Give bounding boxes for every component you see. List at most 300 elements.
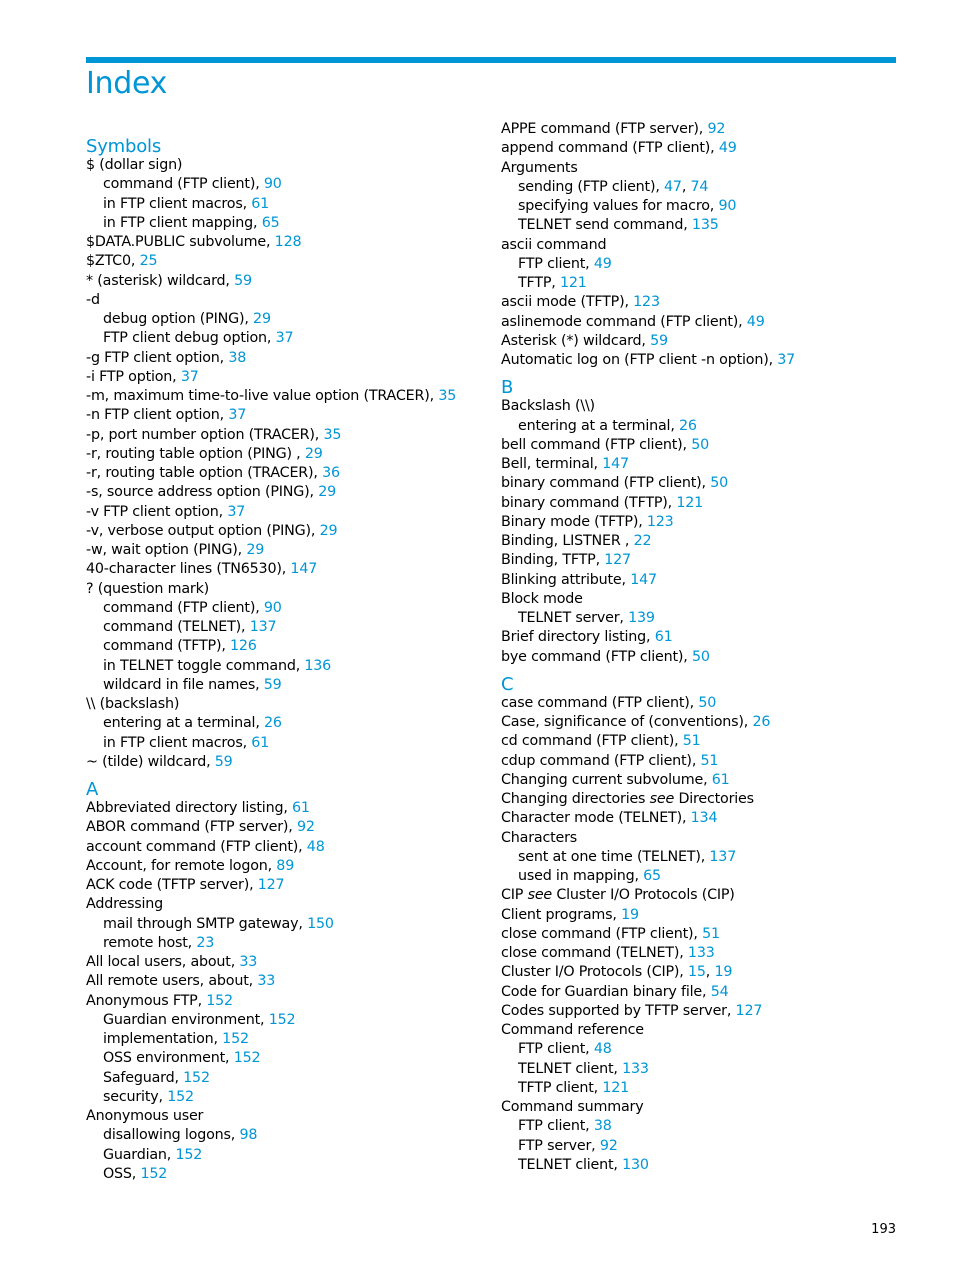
page-link[interactable]: 48 <box>306 838 325 855</box>
page-link[interactable]: 147 <box>630 571 657 588</box>
entry-label: OSS environment, <box>103 1050 234 1067</box>
entry-label: CIP <box>501 887 528 904</box>
entry-label: Abbreviated directory listing, <box>86 800 293 816</box>
index-entry <box>501 752 901 771</box>
index-subentry <box>86 618 486 637</box>
index-entry <box>501 983 901 1002</box>
entry-label: -i FTP option, <box>86 368 181 385</box>
entry-label: Code for Guardian binary file, <box>501 983 711 1000</box>
index-entry <box>501 906 901 925</box>
entry-label: binary command (FTP client), <box>501 475 711 492</box>
page-link[interactable]: 147 <box>290 561 318 578</box>
entry-label: * (asterisk) wildcard, <box>86 272 235 289</box>
entry-label: TELNET server, <box>518 610 629 626</box>
page-link[interactable]: 134 <box>690 810 718 827</box>
index-entry <box>501 732 901 751</box>
entry-label: cd command (FTP client), <box>501 733 683 750</box>
index-entry <box>86 252 486 271</box>
index-entry <box>86 876 486 895</box>
page-link[interactable]: 51 <box>702 925 720 942</box>
index-entry <box>86 799 486 818</box>
page-link[interactable]: 152 <box>175 1146 203 1163</box>
index-subentry <box>86 676 486 695</box>
page-link[interactable]: 137 <box>709 848 737 865</box>
index-entry <box>501 771 901 790</box>
header-rule <box>86 57 896 63</box>
index-subentry <box>501 1040 901 1059</box>
page-link[interactable]: 74 <box>690 178 709 195</box>
index-subentry <box>86 1146 486 1165</box>
entry-label: ascii mode (TFTP), <box>501 294 634 311</box>
index-subentry <box>86 934 486 953</box>
index-entry <box>86 406 486 425</box>
index-subentry <box>501 1137 901 1156</box>
index-subentry <box>86 657 486 676</box>
entry-label: bye command (FTP client), <box>501 648 692 665</box>
index-subentry <box>501 609 901 628</box>
index-entry <box>501 648 901 667</box>
index-entry <box>501 436 901 455</box>
entry-label: Changing directories <box>501 791 650 807</box>
entry-label: ~ (tilde) wildcard, <box>86 753 215 770</box>
entry-label: binary command (TFTP), <box>501 494 677 511</box>
page-link[interactable]: 37 <box>275 330 294 347</box>
entry-label: APPE command (FTP server), <box>501 121 708 137</box>
entry-label: ascii command <box>501 236 607 253</box>
index-subentry <box>86 734 486 753</box>
page-link[interactable]: 49 <box>718 140 737 157</box>
page-link[interactable]: 22 <box>633 533 652 549</box>
entry-label: -r, routing table option (PING) , <box>86 445 305 462</box>
index-column-left <box>86 136 486 1184</box>
index-entry <box>86 272 486 291</box>
entry-label: disallowing logons, <box>103 1127 240 1144</box>
entry-label: entering at a terminal, <box>518 417 680 434</box>
page-link[interactable]: 26 <box>679 417 697 434</box>
index-entry <box>86 464 486 483</box>
page-link[interactable]: 47 <box>664 178 682 195</box>
entry-label: Cluster I/O Protocols (CIP), <box>501 964 688 981</box>
index-entry <box>86 522 486 541</box>
entry-label: account command (FTP client), <box>86 838 307 855</box>
entry-label: TFTP, <box>518 275 560 291</box>
page-link[interactable]: 38 <box>228 349 247 366</box>
entry-label: Safeguard, <box>103 1069 184 1086</box>
page-link[interactable]: 37 <box>777 352 796 368</box>
entry-label: FTP client debug option, <box>103 330 276 347</box>
entry-label: entering at a terminal, <box>103 715 265 732</box>
entry-label: OSS, <box>103 1165 141 1182</box>
index-entry <box>86 541 486 560</box>
index-subentry <box>86 310 486 329</box>
page-link[interactable]: 61 <box>654 629 673 646</box>
page-link[interactable]: 127 <box>257 877 285 893</box>
page-link[interactable]: 59 <box>214 753 233 770</box>
index-entry <box>86 560 486 579</box>
entry-label: Bell, terminal, <box>501 456 603 472</box>
index-subentry <box>86 214 486 233</box>
entry-label: Brief directory listing, <box>501 629 655 646</box>
entry-label: -v, verbose output option (PING), <box>86 522 320 539</box>
index-entry <box>86 695 486 714</box>
entry-label: All remote users, about, <box>86 973 258 990</box>
index-entry <box>501 351 901 370</box>
page-link[interactable]: 29 <box>253 311 271 327</box>
page-link[interactable]: 152 <box>140 1165 168 1182</box>
index-subentry <box>501 255 901 274</box>
index-entry <box>86 426 486 445</box>
entry-label: Character mode (TELNET), <box>501 810 691 827</box>
entry-label: Addressing <box>86 896 164 913</box>
entry-label: All local users, about, <box>86 954 240 970</box>
index-entry <box>86 368 486 387</box>
page-link[interactable]: 123 <box>633 294 660 311</box>
index-subentry <box>501 274 901 293</box>
page-link[interactable]: 133 <box>622 1060 649 1077</box>
page-link[interactable]: 128 <box>274 234 302 250</box>
index-subentry <box>86 1030 486 1049</box>
page-link[interactable]: 29 <box>304 445 323 462</box>
page-link[interactable]: 152 <box>222 1031 249 1047</box>
index-subentry <box>501 197 901 216</box>
page-link[interactable]: 29 <box>246 542 265 558</box>
entry-label: command (TELNET), <box>103 619 250 635</box>
index-entry <box>86 1107 486 1126</box>
page-title: Index <box>86 66 168 101</box>
entry-label: FTP client, <box>518 1118 594 1135</box>
index-subentry: sending (FTP client), 47, 74 <box>518 178 709 195</box>
entry-label: Backslash (\\) <box>501 398 595 415</box>
entry-label: TELNET send command, <box>518 217 692 234</box>
index-subentry <box>501 216 901 235</box>
index-subentry <box>86 714 486 733</box>
entry-label: ACK code (TFTP server), <box>86 877 258 893</box>
entry-label: remote host, <box>103 934 197 951</box>
entry-label: Block mode <box>501 590 583 607</box>
page-link[interactable]: 37 <box>180 368 199 385</box>
index-entry <box>86 992 486 1011</box>
page-link[interactable]: 147 <box>602 456 629 472</box>
index-entry <box>501 628 901 647</box>
page-link[interactable]: 150 <box>307 915 334 932</box>
page-link[interactable]: 33 <box>257 973 276 990</box>
page-link[interactable]: 61 <box>251 734 270 751</box>
page-link[interactable]: 38 <box>593 1118 612 1135</box>
page-link[interactable]: 35 <box>438 388 457 404</box>
entry-label: -d <box>86 291 100 308</box>
page-link[interactable]: 152 <box>268 1011 296 1028</box>
page-link[interactable]: 37 <box>227 503 246 520</box>
index-letter-heading: Symbols <box>86 136 162 157</box>
page-link[interactable]: 37 <box>228 407 247 424</box>
index-entry <box>86 972 486 991</box>
page-link[interactable]: 152 <box>206 992 233 1009</box>
index-entry <box>501 694 901 713</box>
page-link[interactable]: 137 <box>249 619 277 635</box>
entry-label: sending (FTP client), <box>518 178 665 195</box>
index-subentry <box>86 599 486 618</box>
entry-label: Binding, TFTP, <box>501 552 605 569</box>
page-link[interactable]: 54 <box>710 983 729 1000</box>
entry-label: Codes supported by TFTP server, <box>501 1002 736 1019</box>
entry-label: -m, maximum time-to-live value option (TRACER), <box>86 388 439 404</box>
page-link[interactable]: 26 <box>752 714 771 730</box>
index-entry <box>501 139 901 158</box>
index-entry <box>86 483 486 502</box>
page-link[interactable]: 25 <box>139 253 158 270</box>
page-link[interactable]: 92 <box>707 121 726 137</box>
page-link[interactable]: 61 <box>251 195 270 212</box>
entry-label: Blinking attribute, <box>501 571 631 588</box>
index-entry <box>501 1002 901 1021</box>
page-link[interactable]: 152 <box>183 1069 210 1086</box>
page-link[interactable]: 152 <box>233 1050 261 1067</box>
index-entry <box>86 753 486 772</box>
index-entry <box>86 156 486 175</box>
entry-label: Characters <box>501 829 578 846</box>
page-link[interactable]: 49 <box>746 313 765 330</box>
page-link[interactable]: 90 <box>718 198 737 214</box>
entry-label: close command (FTP client), <box>501 925 703 942</box>
entry-label: -w, wait option (PING), <box>86 542 247 558</box>
page-link[interactable]: 48 <box>593 1041 612 1058</box>
entry-label: command (FTP client), <box>103 176 264 193</box>
index-subentry <box>501 867 901 886</box>
entry-label: -g FTP client option, <box>86 349 229 366</box>
index-subentry <box>501 848 901 867</box>
entry-label: TELNET client, <box>518 1156 623 1173</box>
index-entry <box>86 445 486 464</box>
see-reference: see <box>527 887 553 904</box>
index-entry <box>86 387 486 406</box>
entry-label: security, <box>103 1088 168 1105</box>
index-letter-heading: C <box>501 673 514 695</box>
index-entry <box>501 397 901 416</box>
page-link[interactable]: 90 <box>263 176 282 193</box>
page-link[interactable]: 33 <box>239 954 258 970</box>
page-link[interactable]: 65 <box>643 868 661 884</box>
entry-label: debug option (PING), <box>103 311 254 327</box>
entry-label: $ZTC0, <box>86 253 140 270</box>
entry-label: Asterisk (*) wildcard, <box>501 332 651 349</box>
index-subentry <box>86 915 486 934</box>
entry-label: Guardian environment, <box>103 1011 269 1028</box>
entry-label: Changing current subvolume, <box>501 771 712 788</box>
index-subentry <box>86 329 486 348</box>
page-link[interactable]: 121 <box>559 275 587 291</box>
entry-label: -r, routing table option (TRACER), <box>86 465 323 481</box>
index-letter-heading: B <box>501 377 514 399</box>
index-entry <box>501 1098 901 1117</box>
entry-label: ABOR command (FTP server), <box>86 819 297 836</box>
page-link[interactable]: 127 <box>604 552 631 569</box>
page-link[interactable]: 29 <box>319 522 338 539</box>
index-entry <box>501 713 901 732</box>
entry-label: \\ (backslash) <box>86 696 180 712</box>
entry-label: Anonymous user <box>86 1108 204 1124</box>
index-entry <box>86 953 486 972</box>
entry-label: Case, significance of (conventions), <box>501 714 753 730</box>
entry-label: -s, source address option (PING), <box>86 484 319 501</box>
entry-label: FTP client, <box>518 1041 594 1058</box>
index-entry <box>86 838 486 857</box>
page-link[interactable]: 59 <box>234 272 252 289</box>
page-link[interactable]: 127 <box>735 1002 763 1019</box>
page-link[interactable]: 130 <box>622 1156 649 1173</box>
entry-label: Automatic log on (FTP client -n option), <box>501 352 778 368</box>
entry-label: cdup command (FTP client), <box>501 752 701 769</box>
index-entry <box>86 818 486 837</box>
page-link[interactable]: 136 <box>304 657 332 674</box>
entry-label: Account, for remote logon, <box>86 857 277 874</box>
entry-label: -n FTP client option, <box>86 407 229 424</box>
page-link[interactable]: 23 <box>196 934 215 951</box>
index-subentry <box>86 1049 486 1068</box>
entry-label: 40-character lines (TN6530), <box>86 561 291 578</box>
index-entry <box>501 925 901 944</box>
entry-label: in FTP client macros, <box>103 734 252 751</box>
entry-label: Binding, LISTNER , <box>501 533 634 549</box>
page-link[interactable]: 19 <box>714 964 733 981</box>
index-entry: Cluster I/O Protocols (CIP), 15, 19 <box>501 964 733 981</box>
index-entry <box>501 120 901 139</box>
page-link[interactable]: 92 <box>296 819 315 836</box>
index-entry <box>86 349 486 368</box>
page-link[interactable]: 89 <box>276 857 295 874</box>
index-letter-heading: A <box>86 779 99 800</box>
index-subentry <box>501 1117 901 1136</box>
page-link[interactable]: 152 <box>167 1088 194 1105</box>
entry-label: case command (FTP client), <box>501 694 699 711</box>
page-link[interactable]: 59 <box>263 676 282 693</box>
entry-label: -v FTP client option, <box>86 503 228 520</box>
page-link[interactable]: 61 <box>711 771 730 788</box>
see-target: Cluster I/O Protocols (CIP) <box>552 887 735 904</box>
entry-label: wildcard in file names, <box>103 676 264 693</box>
entry-label: Command summary <box>501 1099 644 1115</box>
index-entry <box>501 494 901 513</box>
index-subentry <box>501 1156 901 1175</box>
page-link[interactable]: 139 <box>628 610 655 626</box>
page-link[interactable]: 50 <box>698 694 717 711</box>
index-subentry <box>86 1011 486 1030</box>
index-entry <box>501 236 901 255</box>
entry-label: in TELNET toggle command, <box>103 657 305 674</box>
index-entry <box>501 332 901 351</box>
page-link[interactable]: 135 <box>691 217 719 234</box>
page-link[interactable]: 65 <box>261 214 280 231</box>
index-subentry <box>86 637 486 656</box>
page-link[interactable]: 51 <box>682 733 701 750</box>
page-link[interactable]: 26 <box>264 715 282 732</box>
page-number: 193 <box>871 1222 896 1237</box>
entry-label: $DATA.PUBLIC subvolume, <box>86 234 275 250</box>
index-entry <box>501 590 901 609</box>
index-subentry <box>86 1088 486 1107</box>
index-entry <box>501 455 901 474</box>
page-link[interactable]: 50 <box>691 648 710 665</box>
index-entry <box>501 551 901 570</box>
entry-label: Arguments <box>501 159 578 176</box>
index-subentry <box>501 1060 901 1079</box>
page-link[interactable]: 59 <box>650 332 668 349</box>
page-link[interactable]: 35 <box>323 426 342 443</box>
page-link[interactable]: 121 <box>602 1079 630 1096</box>
entry-label: Guardian, <box>103 1146 176 1163</box>
entry-label: TELNET client, <box>518 1060 623 1077</box>
index-subentry <box>86 1165 486 1184</box>
page-link[interactable]: 126 <box>230 638 257 655</box>
page-link[interactable]: 19 <box>621 906 639 923</box>
index-entry <box>501 532 901 551</box>
entry-label: command (FTP client), <box>103 599 264 616</box>
entry-label: in FTP client mapping, <box>103 214 262 231</box>
index-entry <box>86 895 486 914</box>
index-entry <box>501 159 901 178</box>
entry-label: aslinemode command (FTP client), <box>501 313 747 330</box>
index-subentry <box>86 175 486 194</box>
page-link[interactable]: 133 <box>687 945 715 961</box>
entry-label: command (TFTP), <box>103 638 231 655</box>
index-entry <box>86 503 486 522</box>
entry-label: close command (TELNET), <box>501 945 688 961</box>
entry-label: specifying values for macro, <box>518 198 719 214</box>
index-subentry <box>501 1079 901 1098</box>
page-link[interactable]: 92 <box>599 1137 618 1154</box>
index-entry <box>501 474 901 493</box>
page-link[interactable]: 121 <box>676 494 704 511</box>
entry-label: mail through SMTP gateway, <box>103 915 308 932</box>
page-link[interactable]: 90 <box>263 599 282 616</box>
index-entry <box>501 886 901 905</box>
entry-label: bell command (FTP client), <box>501 436 692 453</box>
page-link[interactable]: 36 <box>322 465 340 481</box>
index-subentry <box>501 417 901 436</box>
page-link[interactable]: 50 <box>710 475 729 492</box>
page-link[interactable]: 29 <box>318 484 337 501</box>
index-subentry <box>86 195 486 214</box>
index-entry <box>86 857 486 876</box>
index-entry <box>501 809 901 828</box>
page-link[interactable]: 51 <box>700 752 719 769</box>
entry-label: TFTP client, <box>518 1079 603 1096</box>
entry-label: used in mapping, <box>518 868 644 884</box>
entry-label: Client programs, <box>501 906 622 923</box>
entry-label: -p, port number option (TRACER), <box>86 426 324 443</box>
page-link[interactable]: 123 <box>646 513 674 530</box>
entry-label: Command reference <box>501 1022 644 1038</box>
page-link[interactable]: 49 <box>593 255 612 272</box>
index-entry <box>501 571 901 590</box>
entry-label: Binary mode (TFTP), <box>501 513 647 530</box>
see-reference: see <box>649 791 675 807</box>
entry-label: implementation, <box>103 1031 223 1047</box>
page-link[interactable]: 98 <box>239 1127 258 1144</box>
index-entry <box>501 513 901 532</box>
index-entry <box>501 944 901 963</box>
index-entry <box>86 580 486 599</box>
entry-label: sent at one time (TELNET), <box>518 848 710 865</box>
page-link[interactable]: 61 <box>292 800 310 816</box>
index-subentry <box>86 1069 486 1088</box>
page-link[interactable]: 15 <box>688 964 706 981</box>
entry-label: FTP server, <box>518 1137 600 1154</box>
index-entry <box>501 313 901 332</box>
page-link[interactable]: 50 <box>691 436 710 453</box>
index-entry <box>501 790 901 809</box>
see-target: Directories <box>674 791 754 807</box>
index-entry <box>86 291 486 310</box>
